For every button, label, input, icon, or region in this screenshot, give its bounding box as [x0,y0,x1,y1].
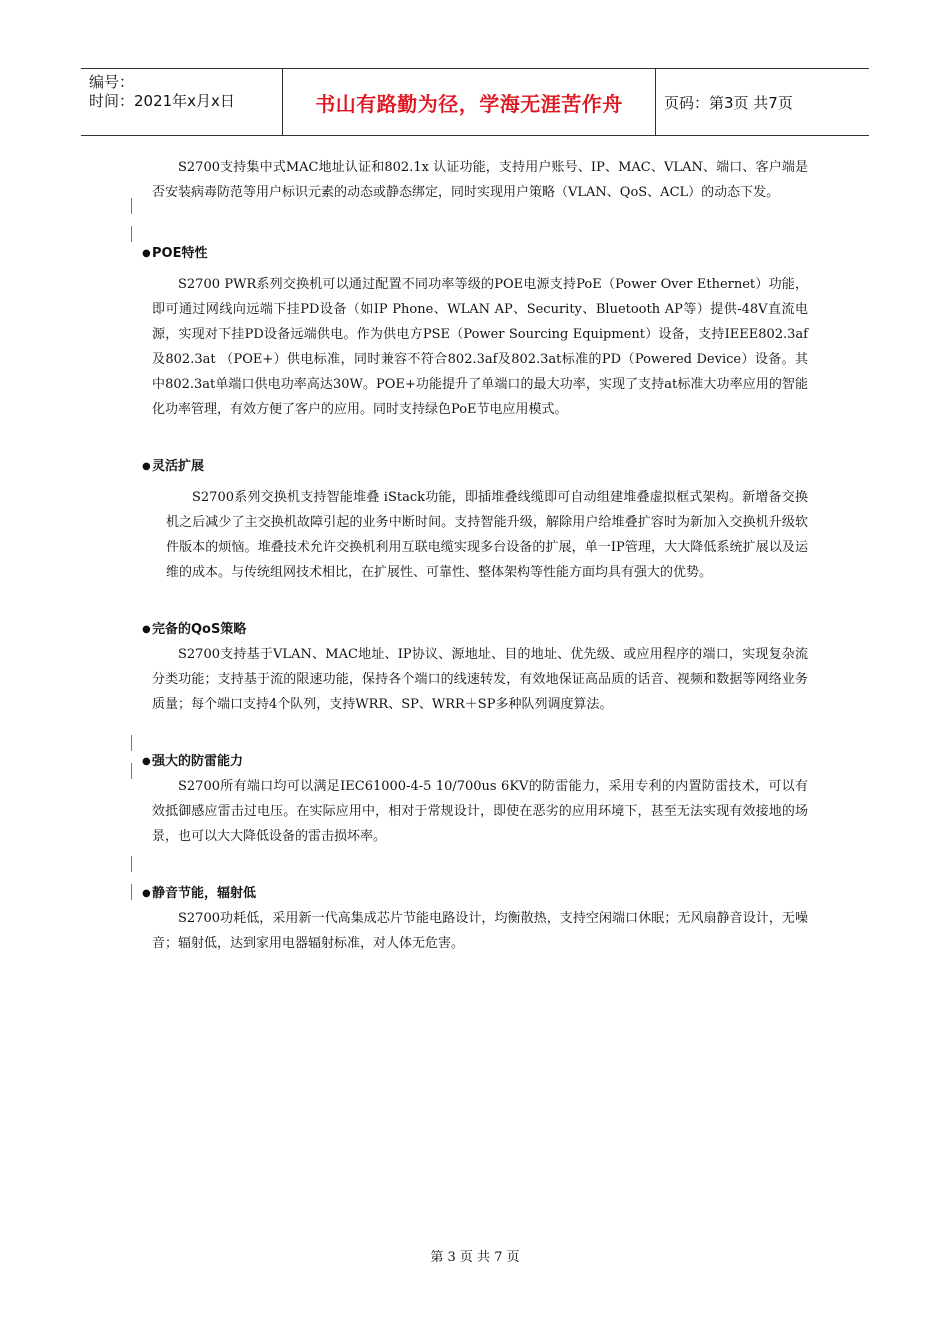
section-title: 完备的QoS策略 [152,622,247,637]
intro-paragraph: S2700支持集中式MAC地址认证和802.1x 认证功能，支持用户账号、IP、MAC、VLAN、端口、客户端是否安装病毒防范等用户标识元素的动态或静态绑定，同时实现用户策略（VLAN、QoS、ACL）的动态下发。 [152,160,808,200]
quiet-paragraph: S2700功耗低，采用新一代高集成芯片节能电路设计，均衡散热，支持空闲端口休眠；无风扇静音设计，无噪音；辐射低，达到家用电器辐射标准，对人体无危害。 [152,911,808,951]
bullet-icon: ● [142,461,151,472]
qos-paragraph: S2700支持基于VLAN、MAC地址、IP协议、源地址、目的地址、优先级、或应用程序的端口，实现复杂流分类功能；支持基于流的限速功能，保持各个端口的线速转发，有效地保证高品质的话音、视频和数据等网络业务质量；每个端口支持4个队列，支持WRR、SP、WRR＋SP多种队列调度算法。 [152,647,808,712]
lightning-paragraph: S2700所有端口均可以满足IEC61000-4-5 10/700us 6KV的防雷能力，采用专利的内置防雷技术，可以有效抵御感应雷击过电压。在实际应用中，相对于常规设计，即使在恶劣的应用环境下，甚至无法实现有效接地的场景，也可以大大降低设备的雷击损坏率。 [152,779,808,844]
revision-mark [131,735,132,751]
document-number-label: 编号： [89,73,135,91]
section-title: POE特性 [152,246,208,261]
revision-mark [131,198,132,214]
page-footer [0,1246,950,1265]
flex-paragraph: S2700系列交换机支持智能堆叠 iStack功能，即插堆叠线缆即可自动组建堆叠虚拟框式架构。新增备交换机之后减少了主交换机故障引起的业务中断时间。支持智能升级，解除用户给堆叠扩容时为新加入交换机升级软件版本的烦恼。堆叠技术允许交换机利用互联电缆实现多台设备的扩展，单一IP管理，大大降低系统扩展以及运维的成本。与传统组网技术相比，在扩展性、可靠性、整体架构等性能方面均具有强大的优势。 [166,490,808,580]
revision-mark [131,226,132,242]
header-motto: 书山有路勤为径，学海无涯苦作舟 [315,91,623,116]
revision-mark [131,884,132,900]
section-title: 静音节能，辐射低 [152,886,257,901]
section-heading-lightning [142,749,808,774]
revision-mark [131,763,132,779]
document-date-label: 时间：2021年x月x日 [89,92,235,110]
section-title: 强大的防雷能力 [152,754,244,769]
revision-mark [131,856,132,872]
bullet-icon: ● [142,888,151,899]
poe-paragraph: S2700 PWR系列交换机可以通过配置不同功率等级的POE电源支持PoE（Power Over Ethernet）功能， 即可通过网线向远端下挂PD设备（如IP Phone、WLAN AP、Security、Bluetooth AP等）提供-48V直流电源，实现对下挂PD设备远端供电。作为供电方PSE（Power Sourcing Equipment）设备，支持IEEE802.3af及802.3at （POE+）供电标准，同时兼容不符合802.3af及802.3at标准的PD（Powered Device）设备。其中802.3at单端口供电功率高达30W。POE+功能提升了单端口的最大功率，实现了支持at标准大功率应用的智能化功率管理，有效方便了客户的应用。同时支持绿色PoE节电应用模式。 [152,277,808,417]
section-heading-flex [142,454,808,479]
header-page-cell [656,69,869,135]
page-header [81,68,869,136]
bullet-icon: ● [142,248,151,259]
document-body [142,155,808,956]
bullet-icon: ● [142,624,151,635]
section-title: 灵活扩展 [152,459,205,474]
section-heading-poe [142,241,808,266]
footer-page-number: 第 3 页 共 7 页 [430,1250,520,1265]
bullet-icon: ● [142,756,151,767]
header-page-label: 页码：第3页 共7页 [664,93,793,112]
header-motto-cell [282,69,656,135]
header-left-cell [81,69,282,135]
section-heading-quiet [142,881,808,906]
section-heading-qos [142,617,808,642]
